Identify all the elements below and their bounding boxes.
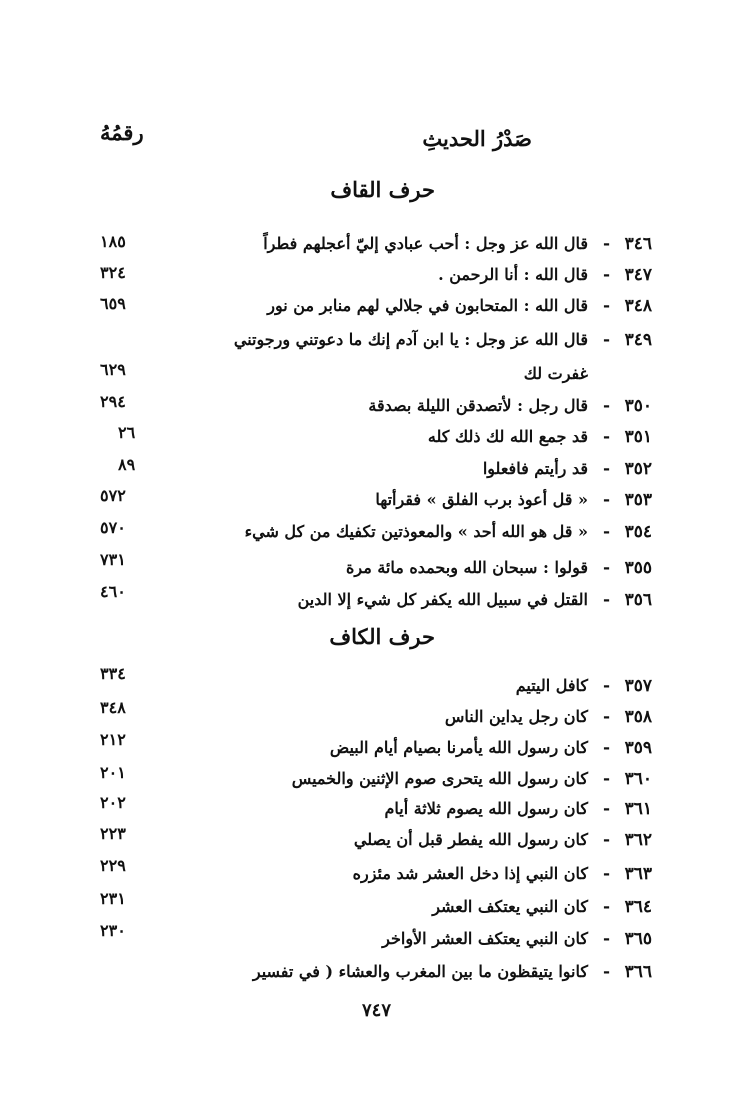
entry-reference: ٢٣١ xyxy=(100,889,126,908)
entry-text: كان النبي إذا دخل العشر شد مئزره xyxy=(352,864,588,883)
entry-number: ٣٤٦ xyxy=(624,234,652,254)
entry-text: قال الله : أنا الرحمن . xyxy=(438,265,588,284)
entry-text: قال رجل : لأتصدقن الليلة بصدقة xyxy=(368,396,588,415)
entry-reference: ٢٠٢ xyxy=(100,793,126,812)
entry-dash: - xyxy=(602,897,610,917)
entry-text: « قل أعوذ برب الفلق » فقرأتها xyxy=(375,490,588,509)
entry-number: ٣٥٢ xyxy=(624,459,652,479)
entry-number: ٣٤٩ xyxy=(624,330,652,350)
index-entry xyxy=(0,962,750,994)
entry-dash: - xyxy=(602,459,610,479)
index-entry xyxy=(0,330,750,383)
entry-reference: ٥٧٠ xyxy=(100,518,126,537)
entry-number: ٣٦١ xyxy=(624,799,652,819)
entry-text: كافل اليتيم xyxy=(515,676,588,695)
entry-number: ٣٥٦ xyxy=(624,590,652,610)
entry-reference: ٥٧٢ xyxy=(100,486,126,505)
entry-reference: ٢٢٩ xyxy=(100,856,126,875)
entry-dash: - xyxy=(602,929,610,949)
entry-number: ٣٥٧ xyxy=(624,676,652,696)
entry-dash: - xyxy=(602,962,610,982)
entry-dash: - xyxy=(602,799,610,819)
entry-text: القتل في سبيل الله يكفر كل شيء إلا الدين xyxy=(297,590,588,609)
entry-text: كان النبي يعتكف العشر xyxy=(432,897,588,916)
entry-dash: - xyxy=(602,330,610,350)
entry-number: ٣٦٥ xyxy=(624,929,652,949)
entry-number: ٣٦٣ xyxy=(624,864,652,884)
index-entry xyxy=(0,265,750,297)
entry-number: ٣٦٢ xyxy=(624,830,652,850)
entry-reference: ٣٢٤ xyxy=(100,263,126,282)
entry-number: ٣٥٨ xyxy=(624,707,652,727)
entry-text: قولوا : سبحان الله وبحمده مائة مرة xyxy=(345,558,588,577)
entry-number: ٣٤٧ xyxy=(624,265,652,285)
index-entry xyxy=(0,234,750,266)
entry-dash: - xyxy=(602,522,610,542)
entry-reference: ٢١٢ xyxy=(100,730,126,749)
entry-dash: - xyxy=(602,676,610,696)
entry-reference: ٢٦ xyxy=(118,423,136,442)
entry-text: كان النبي يعتكف العشر الأواخر xyxy=(382,929,588,948)
entry-dash: - xyxy=(602,864,610,884)
entry-reference: ٢٢٣ xyxy=(100,824,126,843)
entry-dash: - xyxy=(602,590,610,610)
entry-text: كان رسول الله يفطر قبل أن يصلي xyxy=(353,830,588,849)
entry-dash: - xyxy=(602,265,610,285)
entry-text: قال الله عز وجل : أحب عبادي إليّ أعجلهم فطراً xyxy=(263,234,588,253)
index-entry xyxy=(0,582,750,622)
entry-reference: ٢٩٤ xyxy=(100,392,126,411)
index-entry xyxy=(0,296,750,328)
entry-number: ٣٦٤ xyxy=(624,897,652,917)
index-entry xyxy=(0,423,750,459)
entry-reference: ٣٤٨ xyxy=(100,698,126,717)
column-title-hadith-opening: صَدْرُ الحديثِ xyxy=(422,126,532,151)
index-entry xyxy=(0,392,750,428)
entry-number: ٣٥٤ xyxy=(624,522,652,542)
entry-number: ٣٦٦ xyxy=(624,962,652,982)
entry-text: قد رأيتم فافعلوا xyxy=(482,459,588,478)
entry-text-continuation: غفرت لك xyxy=(523,364,588,383)
entry-text: قد جمع الله لك ذلك كله xyxy=(427,427,588,446)
entry-number: ٣٥٩ xyxy=(624,738,652,758)
entry-dash: - xyxy=(602,830,610,850)
entry-reference: ١٨٥ xyxy=(100,232,126,251)
entry-dash: - xyxy=(602,234,610,254)
entry-dash: - xyxy=(602,490,610,510)
entry-dash: - xyxy=(602,707,610,727)
section-heading-qaf: حرف القاف xyxy=(330,177,435,202)
entry-number: ٣٤٨ xyxy=(624,296,652,316)
entry-text: كان رجل يداين الناس xyxy=(444,707,588,726)
entry-number: ٣٥٣ xyxy=(624,490,652,510)
entry-number: ٣٥٥ xyxy=(624,558,652,578)
column-title-hadith-number: رقمُهُ xyxy=(100,120,144,145)
entry-dash: - xyxy=(602,558,610,578)
entry-reference: ٦٢٩ xyxy=(100,360,126,379)
entry-text: كان رسول الله يصوم ثلاثة أيام xyxy=(384,799,588,818)
entry-reference: ٦٥٩ xyxy=(100,294,126,313)
entry-dash: - xyxy=(602,427,610,447)
entry-number: ٣٥١ xyxy=(624,427,652,447)
entry-reference: ٢٠١ xyxy=(100,763,126,782)
entry-text: كانوا يتيقظون ما بين المغرب والعشاء ( في تفسير xyxy=(252,962,588,981)
entry-reference: ٣٣٤ xyxy=(100,664,126,683)
entry-reference: ٨٩ xyxy=(118,455,136,474)
entry-reference: ٧٣١ xyxy=(100,550,126,569)
entry-number: ٣٦٠ xyxy=(624,769,652,789)
entry-text: قال الله : المتحابون في جلالي لهم منابر من نور xyxy=(267,296,588,315)
entry-dash: - xyxy=(602,738,610,758)
entry-number: ٣٥٠ xyxy=(624,396,652,416)
entry-text: قال الله عز وجل : يا ابن آدم إنك ما دعوتني ورجوتني xyxy=(233,330,588,349)
page-number: ٧٤٧ xyxy=(362,1000,392,1021)
entry-reference: ٤٦٠ xyxy=(100,582,126,601)
entry-text: كان رسول الله يتحرى صوم الإثنين والخميس xyxy=(291,769,588,788)
index-entry xyxy=(0,921,750,961)
entry-text: كان رسول الله يأمرنا بصيام أيام البيض xyxy=(329,738,588,757)
entry-dash: - xyxy=(602,769,610,789)
entry-text: « قل هو الله أحد » والمعوذتين تكفيك من كل شيء xyxy=(244,522,588,541)
entry-dash: - xyxy=(602,296,610,316)
section-heading-kaf: حرف الكاف xyxy=(329,624,435,649)
entry-reference: ٢٣٠ xyxy=(100,921,126,940)
entry-dash: - xyxy=(602,396,610,416)
